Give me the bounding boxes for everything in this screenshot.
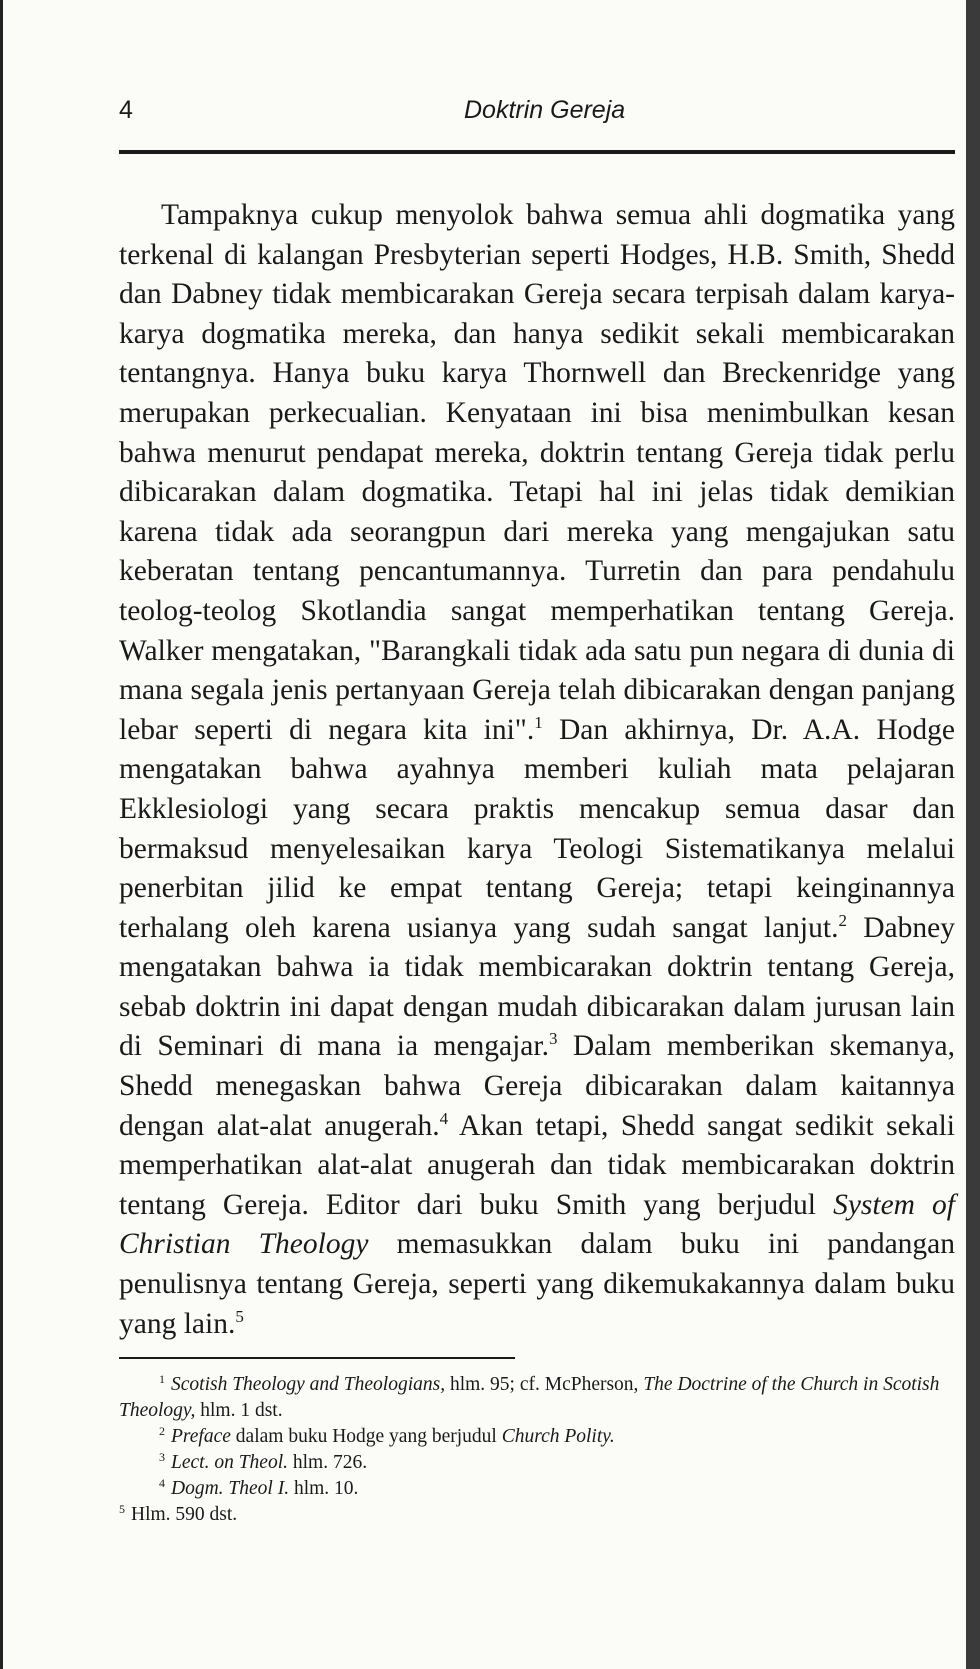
footnote-mark-2: 2 bbox=[159, 1423, 165, 1438]
body-text-part-2: Dan akhirnya, Dr. A.A. Hodge mengatakan bahwa ayahnya memberi kuliah mata pelajaran Ekklesiologi yang secara praktis mencakup semua dasar dan bermaksud menyelesaikan karya Teologi Sistematikanya melalui penerbitan jilid ke empat tentang Gereja; tetapi keinginannya terhalang oleh karena usianya yang sudah sangat lanjut. bbox=[119, 713, 956, 944]
footnotes bbox=[119, 1372, 955, 1528]
footnote-mark-1: 1 bbox=[159, 1371, 165, 1386]
footnote-4-text: hlm. 10. bbox=[289, 1478, 359, 1499]
footnote-mark-5: 5 bbox=[119, 1501, 125, 1516]
footnote-1-text: hlm. 95; cf. McPherson, bbox=[445, 1374, 644, 1395]
body-text-part-4: Dalam memberikan skemanya, Shedd menegaskan bahwa Gereja dibicarakan dalam kaitannya dengan alat-alat anugerah. bbox=[119, 1030, 955, 1142]
footnote-mark-4: 4 bbox=[159, 1475, 165, 1490]
page-header bbox=[119, 96, 951, 136]
footnote-1-text-2: hlm. 1 dst. bbox=[195, 1400, 283, 1421]
footnote-ref-1: 1 bbox=[534, 712, 543, 732]
body-text-part-6: memasukkan dalam buku ini pandangan penulisnya tentang Gereja, seperti yang dikemukakannya dalam buku yang lain. bbox=[119, 1228, 956, 1340]
footnote-ref-2: 2 bbox=[838, 910, 847, 930]
footnote-4 bbox=[119, 1476, 955, 1502]
footnote-mark-3: 3 bbox=[159, 1449, 165, 1464]
footnote-2-title-2: Church Polity. bbox=[501, 1426, 615, 1447]
footnote-5-text: Hlm. 590 dst. bbox=[131, 1504, 238, 1525]
footnote-2-text: dalam buku Hodge yang berjudul bbox=[230, 1426, 502, 1447]
footnote-1-title: Scotish Theology and Theologians, bbox=[171, 1374, 446, 1395]
body-text-part-5: Akan tetapi, Shedd sangat sedikit sekali memperhatikan alat-alat anugerah dan tidak membicarakan doktrin tentang Gereja. Editor dari buku Smith yang berjudul bbox=[119, 1109, 955, 1221]
footnote-3-text: hlm. 726. bbox=[288, 1452, 368, 1473]
footnote-3 bbox=[119, 1450, 955, 1476]
body-text-part-1: Tampaknya cukup menyolok bahwa semua ahli dogmatika yang terkenal di kalangan Presbyterian seperti Hodges, H.B. Smith, Shedd dan Dabney tidak membicarakan Gereja secara terpisah dalam karya-karya dogmatika mereka, dan hanya sedikit sekali membicarakan tentangnya. Hanya buku karya Thornwell dan Breckenridge yang merupakan perkecualian. Kenyataan ini bisa menimbulkan kesan bahwa menurut pendapat mereka, doktrin tentang Gereja tidak perlu dibicarakan dalam dogmatika. Tetapi hal ini jelas tidak demikian karena tidak ada seorangpun dari mereka yang mengajukan satu keberatan tentang pencantumannya. Turretin dan para pendahulu teolog-teolog Skotlandia sangat memperhatikan tentang Gereja. Walker mengatakan, "Barangkali tidak ada satu pun negara di dunia di mana segala jenis pertanyaan Gereja telah dibicarakan dengan panjang lebar seperti di negara kita ini". bbox=[119, 199, 955, 746]
book-title: System of Christian Theology bbox=[119, 1188, 955, 1261]
running-title: Doktrin Gereja bbox=[464, 96, 626, 124]
footnote-1 bbox=[119, 1372, 955, 1424]
footnote-5 bbox=[119, 1502, 955, 1528]
footnote-4-title: Dogm. Theol I. bbox=[171, 1478, 290, 1499]
footnote-ref-3: 3 bbox=[548, 1029, 558, 1049]
footnote-1-title-2: The Doctrine of the Church in Scotish Theology, bbox=[119, 1374, 940, 1421]
footnote-rule bbox=[119, 1357, 515, 1359]
footnote-ref-5: 5 bbox=[235, 1306, 244, 1326]
body-text-part-3: Dabney mengatakan bahwa ia tidak membicarakan doktrin tentang Gereja, sebab doktrin ini dapat dengan mudah dibicarakan dalam jurusan lain di Seminari di mana ia mengajar. bbox=[119, 911, 955, 1063]
body-paragraph bbox=[119, 196, 955, 1344]
header-rule bbox=[119, 150, 955, 154]
footnote-2 bbox=[119, 1424, 955, 1450]
footnote-3-title: Lect. on Theol. bbox=[171, 1452, 288, 1473]
footnote-2-title: Preface bbox=[171, 1426, 231, 1447]
page-number: 4 bbox=[119, 96, 133, 124]
footnote-ref-4: 4 bbox=[439, 1108, 449, 1128]
